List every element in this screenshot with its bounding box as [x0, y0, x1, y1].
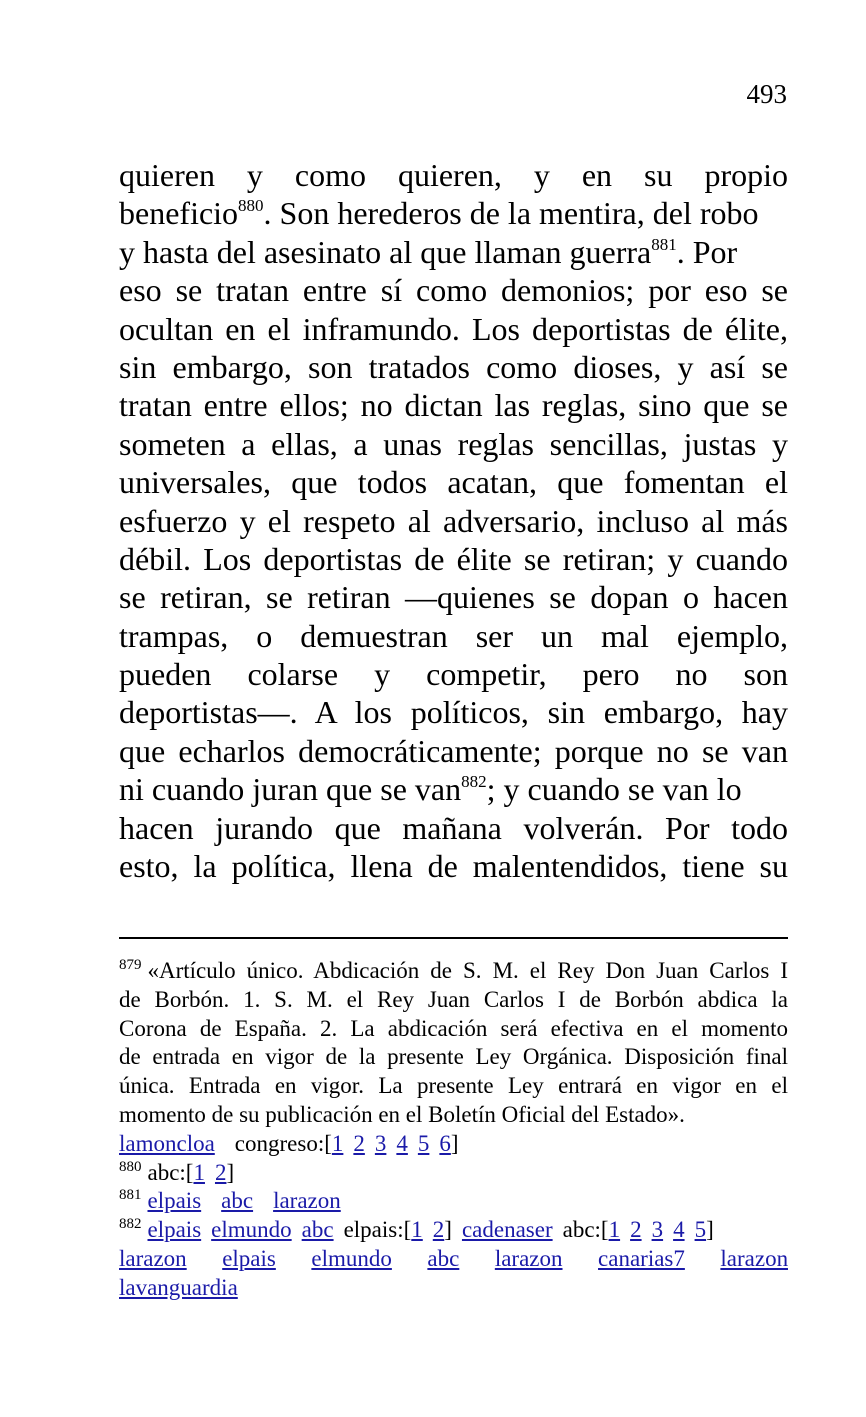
footnote-number: 879: [119, 957, 142, 973]
link-abc-3[interactable]: 3: [651, 1217, 664, 1243]
link-congreso-3[interactable]: 3: [374, 1130, 387, 1156]
footnote-ref-880[interactable]: 880: [238, 196, 264, 216]
footnote-879-line: momento de su publicación en el Boletín Oficial del Estado».: [119, 1101, 685, 1127]
footnote-879-links: lamoncloa congreso:[1 2 3 4 5 6]: [119, 1130, 459, 1156]
body-line: someten a ellas, a unas reglas sencillas, justas y: [119, 425, 788, 462]
link-canarias7[interactable]: canarias7: [598, 1245, 685, 1271]
footnote-ref-882[interactable]: 882: [461, 772, 487, 792]
body-line: esfuerzo y el respeto al adversario, incluso al más: [119, 502, 788, 539]
footnote-number: 881: [119, 1187, 142, 1204]
footnote-882-links: [119, 1245, 788, 1274]
body-line: sin embargo, son tratados como dioses, y así se: [119, 348, 788, 385]
footnote-number: 880: [119, 1158, 142, 1175]
body-line: quieren y como quieren, y en su propio: [119, 157, 788, 193]
footnote-882-links: [119, 1274, 788, 1303]
footnote-880: $^{880}$ abc:[1 2]: [119, 1158, 235, 1185]
body-line: deportistas—. A los políticos, sin embargo, hay: [119, 694, 788, 731]
footnote-879-line: de entrada en vigor de la presente Ley Orgánica. Disposición final: [119, 1044, 788, 1070]
link-cadenaser[interactable]: cadenaser: [461, 1217, 553, 1243]
link-congreso-4[interactable]: 4: [396, 1130, 408, 1156]
body-line: universales, que todos acatan, que fomentan el: [119, 464, 788, 501]
footnote-ref-881[interactable]: 881: [651, 234, 677, 254]
body-line: tratan entre ellos; no dictan las reglas, sino que se: [119, 387, 788, 424]
link-elpais[interactable]: elpais: [147, 1188, 202, 1214]
footnote-882: $^{882}$ elpais elmundo abc elpais:[1 2] cadenaser abc:[1 2 3 4 5]: [119, 1216, 714, 1243]
page-number: 493: [746, 79, 787, 109]
body-text: [119, 156, 788, 885]
footnote-879-line: única. Entrada en vigor. La presente Ley entrará en vigor en el: [119, 1073, 788, 1099]
footnote-separator: [119, 937, 788, 939]
link-congreso-1[interactable]: 1: [331, 1130, 344, 1156]
footnote-number: 882: [119, 1216, 142, 1233]
body-line: que echarlos democráticamente; porque no se van: [119, 732, 788, 769]
body-line: ocultan en el inframundo. Los deportistas de élite,: [119, 310, 788, 347]
link-abc-1[interactable]: 1: [193, 1159, 205, 1185]
link-elmundo[interactable]: elmundo: [211, 1217, 292, 1243]
footnote-879-line: $^{879}$ «Artículo único. Abdicación de S. M. el Rey Don Juan Carlos I: [119, 957, 788, 983]
link-abc[interactable]: abc: [301, 1217, 334, 1243]
body-line: ni cuando juran que se van$^{882}$; y cuando se van lo: [119, 771, 742, 808]
link-elmundo[interactable]: elmundo: [311, 1245, 392, 1271]
body-line: esto, la política, llena de malentendidos, tiene su: [119, 848, 788, 885]
link-abc-1[interactable]: 1: [608, 1217, 621, 1243]
link-elpais[interactable]: elpais: [147, 1217, 202, 1243]
body-line: pueden colarse y competir, pero no son: [119, 656, 788, 693]
body-line: eso se tratan entre sí como demonios; por eso se: [119, 272, 788, 309]
footnotes: [119, 957, 788, 1303]
body-line: trampas, o demuestran ser un mal ejemplo,: [119, 617, 788, 654]
body-line: hacen jurando que mañana volverán. Por todo: [119, 809, 788, 846]
link-elpais-2[interactable]: 2: [432, 1217, 445, 1243]
link-larazon[interactable]: larazon: [494, 1245, 563, 1271]
link-elpais-1[interactable]: 1: [411, 1217, 423, 1243]
footnote-879-line: Corona de España. 2. La abdicación será efectiva en el momento: [119, 1015, 788, 1041]
link-lavanguardia[interactable]: lavanguardia: [119, 1274, 238, 1300]
link-abc-2[interactable]: 2: [214, 1159, 227, 1185]
link-abc-2[interactable]: 2: [630, 1217, 642, 1243]
footnote-881: [119, 1187, 788, 1216]
link-congreso-6[interactable]: 6: [439, 1130, 451, 1156]
body-line: débil. Los deportistas de élite se retiran; y cuando: [119, 540, 788, 577]
link-larazon[interactable]: larazon: [273, 1188, 341, 1214]
link-abc-5[interactable]: 5: [694, 1217, 707, 1243]
footnote-879-line: de Borbón. 1. S. M. el Rey Juan Carlos I de Borbón abdica la: [119, 986, 788, 1012]
link-larazon[interactable]: larazon: [720, 1245, 788, 1271]
body-line: beneficio$^{880}$. Son herederos de la mentira, del robo: [119, 195, 759, 232]
link-abc-4[interactable]: 4: [673, 1217, 685, 1243]
body-line: se retiran, se retiran —quienes se dopan o hacen: [119, 579, 788, 616]
link-elpais[interactable]: elpais: [222, 1245, 276, 1271]
link-abc[interactable]: abc: [427, 1245, 460, 1271]
body-line: y hasta del asesinato al que llaman guerra$^{881}$. Por: [119, 233, 738, 270]
link-abc[interactable]: abc: [221, 1188, 254, 1214]
link-larazon[interactable]: larazon: [119, 1245, 187, 1271]
link-congreso-2[interactable]: 2: [353, 1130, 365, 1156]
link-lamoncloa[interactable]: lamoncloa: [119, 1130, 215, 1156]
link-congreso-5[interactable]: 5: [417, 1130, 430, 1156]
